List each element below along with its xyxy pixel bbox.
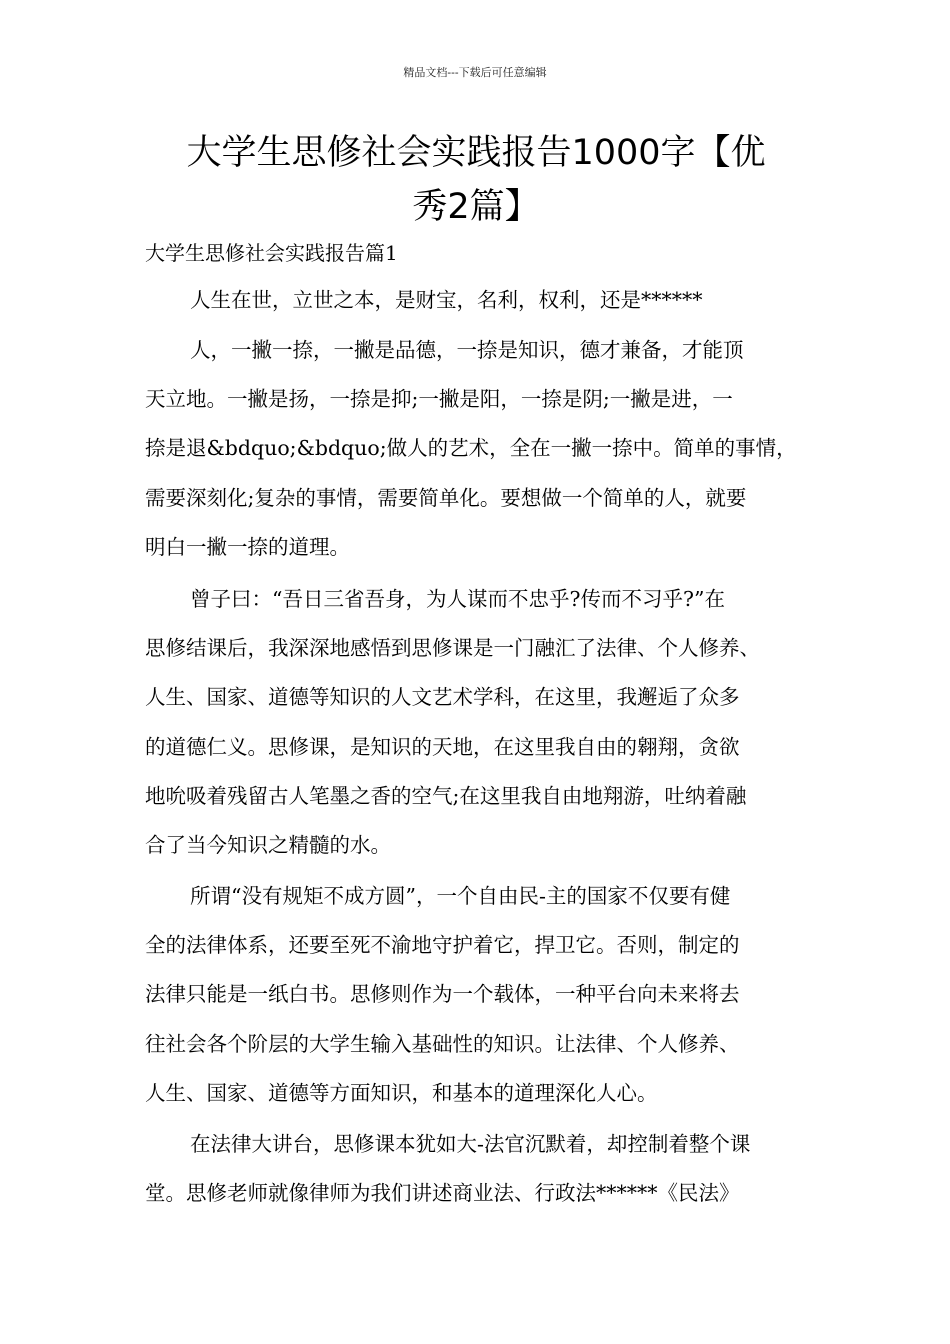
paragraph-line: 思修结课后，我深深地感悟到思修课是一门融汇了法律、个人修养、	[145, 636, 760, 661]
paragraph-line: 所谓“没有规矩不成方圆”，一个自由民-主的国家不仅要有健	[190, 884, 731, 908]
paragraph-5	[145, 1120, 825, 1218]
paragraph-line: 需要深刻化;复杂的事情，需要简单化。要想做一个简单的人，就要	[145, 485, 747, 510]
paragraph-line: 天立地。一撇是扬，一捺是抑;一撇是阳，一捺是阴;一撇是进，一	[145, 387, 733, 412]
paragraph-2	[145, 326, 825, 572]
paragraph-line: 明白一撇一捺的道理。	[145, 534, 350, 559]
paragraph-line: 在法律大讲台，思修课本犹如大-法官沉默着，却控制着整个课	[190, 1132, 751, 1156]
paragraph-line: 人生在世，立世之本，是财宝，名利，权利，还是******	[190, 288, 703, 312]
paragraph-line: 往社会各个阶层的大学生输入基础性的知识。让法律、个人修养、	[145, 1031, 740, 1056]
paragraph-line: 地吮吸着残留古人笔墨之香的空气;在这里我自由地翔游，吐纳着融	[145, 783, 747, 808]
paragraph-line: 捺是退&bdquo;&bdquo;做人的艺术，全在一撇一捺中。简单的事情，	[145, 436, 797, 461]
title-line-1: 大学生思修社会实践报告1000字【优	[186, 133, 766, 173]
paragraph-line: 人生、国家、道德等方面知识，和基本的道理深化人心。	[145, 1080, 658, 1105]
paragraph-line: 合了当今知识之精髓的水。	[145, 832, 391, 857]
document-title	[145, 126, 807, 234]
title-line-2: 秀2篇】	[412, 187, 540, 227]
paragraph-line: 人，一撇一捺，一撇是品德，一捺是知识，德才兼备，才能顶	[190, 338, 744, 362]
page-header: 精品文档---下载后可任意编辑	[403, 66, 547, 79]
paragraph-line: 全的法律体系，还要至死不渝地守护着它，捍卫它。否则，制定的	[145, 933, 740, 958]
paragraph-line: 堂。思修老师就像律师为我们讲述商业法、行政法******《民法》	[145, 1181, 740, 1206]
paragraph-line: 法律只能是一纸白书。思修则作为一个载体，一种平台向未来将去	[145, 982, 740, 1007]
paragraph-1	[145, 276, 825, 325]
paragraph-line: 的道德仁义。思修课，是知识的天地，在这里我自由的翱翔，贪欲	[145, 734, 740, 759]
paragraph-3	[145, 575, 825, 870]
paragraph-line: 人生、国家、道德等知识的人文艺术学科，在这里，我邂逅了众多	[145, 685, 740, 710]
section-heading: 大学生思修社会实践报告篇1	[145, 241, 398, 265]
paragraph-line: 曾子曰：“吾日三省吾身，为人谋而不忠乎?传而不习乎?”在	[190, 587, 725, 611]
paragraph-4	[145, 872, 825, 1118]
